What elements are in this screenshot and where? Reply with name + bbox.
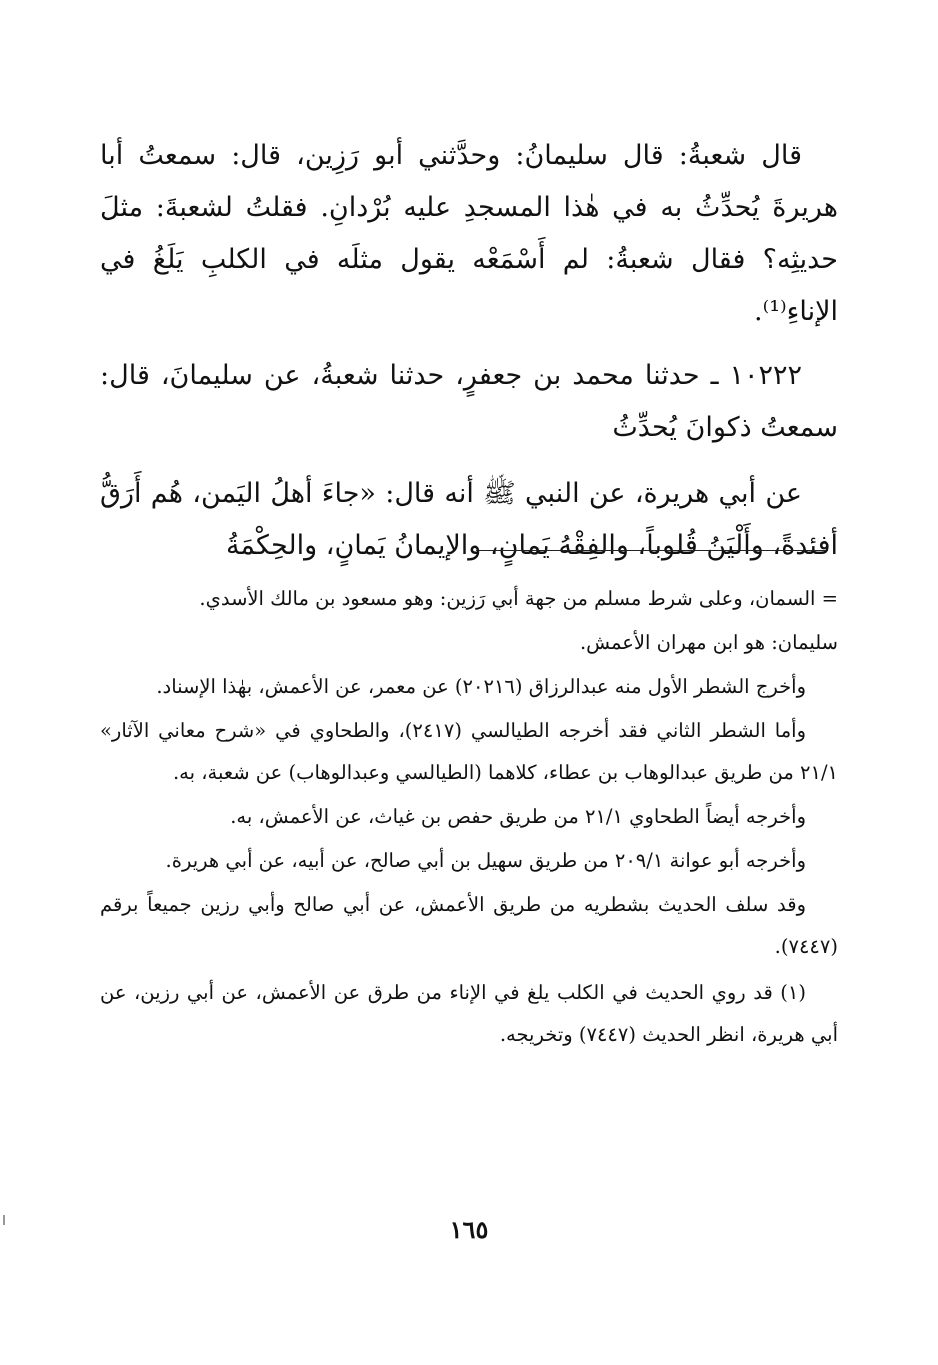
narration-paragraph: قال شعبةُ: قال سليمانُ: وحدَّثني أبو رَزِين، قال: سمعتُ أبا هريرةَ يُحدِّثُ به في هٰذا المسجدِ عليه بُرْدانِ. فقلتُ لشعبةَ: مثلَ حديثِه؟ فقال شعبةُ: لم أَسْمَعْه يقول مثلَه في الكلبِ يَلَغُ في الإناءِ⁽¹⁾. (100, 140, 838, 327)
footnote-paragraph: وأخرجه أيضاً الطحاوي ٢١/١ من طريق حفص بن غياث، عن الأعمش، به. (230, 805, 806, 828)
footnote-paragraph: وأما الشطر الثاني فقد أخرجه الطيالسي (٢٤١٧)، والطحاوي في «شرح معاني الآثار» ٢١/١ من طريق عبدالوهاب بن عطاء، كلاهما (الطيالسي وعبدالوهاب) عن شعبة، به. (100, 719, 838, 784)
footnote-continuation: = السمان، وعلى شرط مسلم من جهة أبي رَزين: وهو مسعود بن مالك الأسدي. (199, 587, 838, 610)
footnote-1: (١) قد روي الحديث في الكلب يلغ في الإناء من طرق عن الأعمش، عن أبي رزين، عن أبي هريرة، انظر الحديث (٧٤٤٧) وتخريجه. (100, 981, 838, 1046)
main-text-block (100, 130, 838, 584)
hadith-text-paragraph: عن أبي هريرة، عن النبي ﷺ أنه قال: «جاءَ أهلُ اليَمن، هُم أَرَقُّ أفئدةً، وأَلْيَنُ قُلوباً، والفِقْهُ يَمانٍ، والإيمانُ يَمانٍ، والحِكْمَةُ (100, 478, 838, 561)
page-number: ١٦٥ (449, 1215, 489, 1244)
scan-margin-mark (3, 1215, 5, 1225)
footnote-paragraph: سليمان: هو ابن مهران الأعمش. (579, 631, 838, 654)
footnote-paragraph: وأخرجه أبو عوانة ٢٠٩/١ من طريق سهيل بن أبي صالح، عن أبيه، عن أبي هريرة. (165, 849, 806, 872)
footnote-separator (476, 550, 828, 551)
footnote-paragraph: وأخرج الشطر الأول منه عبدالرزاق (٢٠٢١٦) عن معمر، عن الأعمش، بهٰذا الإسناد. (156, 675, 806, 698)
footnotes-block (100, 578, 838, 1058)
hadith-isnad-paragraph: ١٠٢٢٢ ـ حدثنا محمد بن جعفرٍ، حدثنا شعبةُ، عن سليمانَ، قال: سمعتُ ذكوانَ يُحدِّثُ (100, 360, 838, 443)
footnote-paragraph: وقد سلف الحديث بشطريه من طريق الأعمش، عن أبي صالح وأبي رزين جميعاً برقم (٧٤٤٧). (100, 893, 838, 958)
